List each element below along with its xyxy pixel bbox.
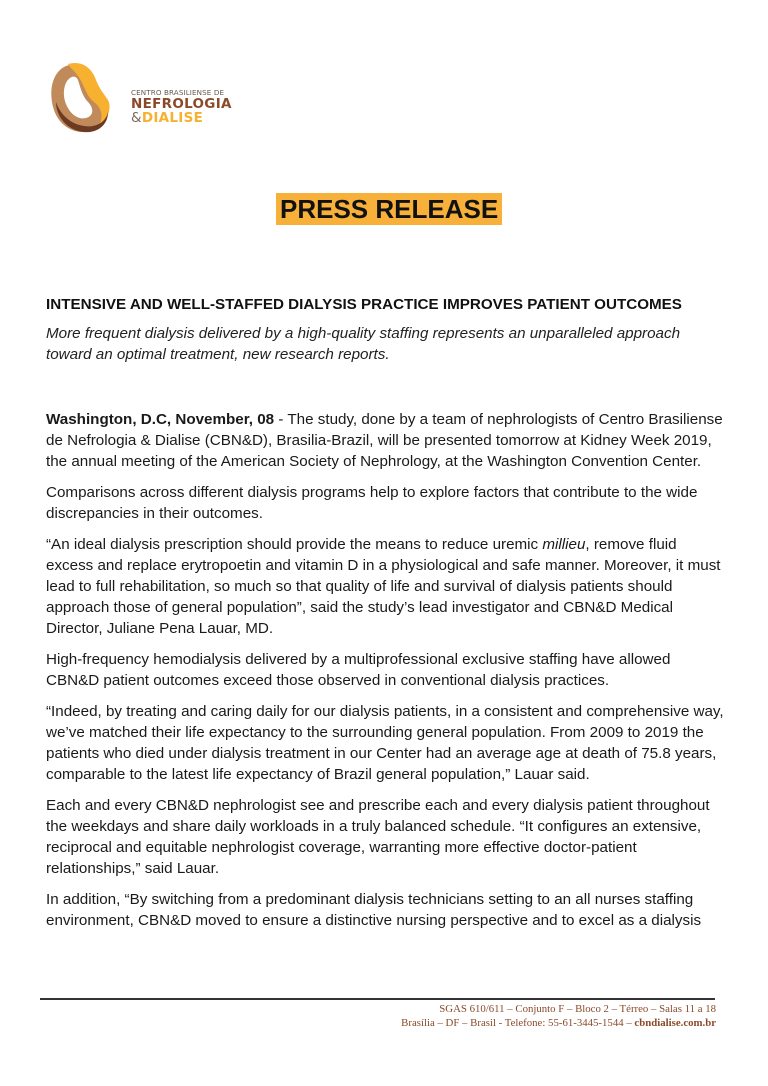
footer-address-line1: SGAS 610/611 – Conjunto F – Bloco 2 – Térreo – Salas 11 a 18 [439,1003,716,1015]
cbnd-logo [48,62,232,136]
press-release-banner: PRESS RELEASE [276,193,502,225]
logo-line-centro: CENTRO BRASILIENSE DE [131,88,225,97]
quote-part-b: , remove fluid excess and replace erytropoetin and vitamin D in a physiological and safe manner. Moreover, it must lead to full rehabilitation, so much so that quality of life and survival of dialysis patients should approach those of general population”, said the study’s lead investigator and CBN&D Medical Director, Juliane Pena Lauar, MD. [46,536,721,637]
paragraph-nephrologist-coverage: Each and every CBN&D nephrologist see and prescribe each and every dialysis patient throughout the weekdays and share daily workloads in a truly balanced schedule. “It configures an extensive, reciprocal and equitable nephrologist coverage, warranting more effective doctor-patient relationships,” said Lauar. [46,797,710,877]
paragraph-life-expectancy: “Indeed, by treating and caring daily for our dialysis patients, in a consistent and comprehensive way, we’ve matched their life expectancy to the surrounding general population. From 2009 to 2019 the patients who died under dialysis treatment in our Center had an average age at death of 75.8 years, comparable to the latest life expectancy of Brazil general population,” Lauar said. [46,703,724,783]
kidney-logo-icon [48,62,128,136]
footer-website-link[interactable]: cbndialise.com.br [634,1017,716,1029]
lead-text: - The study, done by a team of nephrologists of Centro Brasiliense de Nefrologia & Dialise (CBN&D), Brasilia-Brazil, will be presented tomorrow at Kidney Week 2019, the annual meeting of the American Society of Nephrology, at the Washington Convention Center. [46,411,723,470]
article-body [46,295,726,941]
article-headline: INTENSIVE AND WELL-STAFFED DIALYSIS PRACTICE IMPROVES PATIENT OUTCOMES [46,296,682,313]
paragraph-ideal-prescription [46,534,726,639]
logo-line-nefrologia: NEFROLOGIA [131,96,232,113]
dateline: Washington, D.C, November, 08 [46,411,275,428]
footer-divider [40,998,715,1000]
logo-dialise-word: DIALISE [141,109,204,126]
paragraph-high-frequency: High-frequency hemodialysis delivered by a multiprofessional exclusive staffing have allowed CBN&D patient outcomes exceed those observed in conventional dialysis practices. [46,651,671,689]
lead-paragraph [46,409,726,472]
logo-ampersand: & [131,109,142,126]
paragraph-nursing-staff: In addition, “By switching from a predominant dialysis technicians setting to an all nurses staffing environment, CBN&D moved to ensure a distinctive nursing perspective and to excel as a dialysis [46,891,702,929]
footer-contact: Brasília – DF – Brasil - Telefone: 55-61-3445-1544 – [401,1017,635,1029]
footer-address-line2 [401,1016,716,1030]
quote-part-a: “An ideal dialysis prescription should provide the means to reduce uremic [46,536,543,553]
footer-address [401,1002,716,1030]
logo-wordmark [131,89,232,125]
quote-emphasis: millieu [542,536,586,553]
article-subheadline: More frequent dialysis delivered by a high-quality staffing represents an unparalleled approach toward an optimal treatment, new research reports. [46,325,681,363]
logo-line-dialise [131,109,232,126]
paragraph-comparisons: Comparisons across different dialysis programs help to explore factors that contribute to the wide discrepancies in their outcomes. [46,484,698,522]
